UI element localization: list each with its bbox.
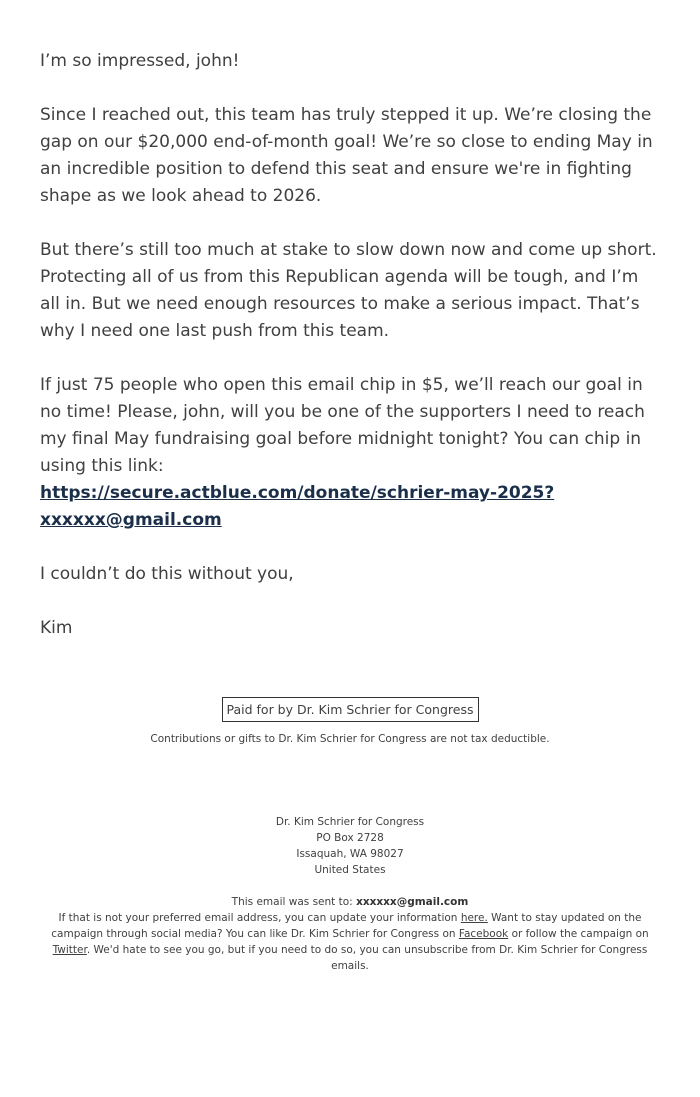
address-country: United States <box>314 864 386 876</box>
update-info-link[interactable]: here. <box>460 912 488 924</box>
sent-to-label: This email was sent to: <box>231 896 353 908</box>
mailing-address <box>0 814 700 878</box>
email-footer <box>0 697 700 974</box>
facebook-link[interactable]: Facebook <box>458 928 509 940</box>
signature: Kim <box>40 618 73 638</box>
paid-for-disclaimer: Paid for by Dr. Kim Schrier for Congress <box>222 697 479 722</box>
paragraph-1: Since I reached out, this team has truly stepped it up. We’re closing the gap on our $20,000 end-of-month goal! We’re so close to ending May in an incredible position to defend this seat and ensure we're in fighting shape as we look ahead to 2026. <box>40 105 653 206</box>
paragraph-3-text: If just 75 people who open this email chip in $5, we’ll reach our goal in no time! Please, john, will you be one of the supporters I need to reach my final May fundraising goal before midnight tonight? You can chip in using this link: <box>40 375 645 476</box>
donate-link-line-2[interactable]: xxxxxx@gmail.com <box>40 510 222 530</box>
address-po-box: PO Box 2728 <box>316 832 384 844</box>
tax-disclaimer: Contributions or gifts to Dr. Kim Schrier for Congress are not tax deductible. <box>150 733 550 745</box>
address-org: Dr. Kim Schrier for Congress <box>275 816 425 828</box>
prefs-text-4: . We'd hate to see you go, but if you need to do so, you can unsubscribe from Dr. Kim Schrier for Congress emails. <box>86 944 648 972</box>
closing: I couldn’t do this without you, <box>40 564 294 584</box>
preferences-text <box>40 910 660 974</box>
email-body <box>40 48 662 669</box>
address-city: Issaquah, WA 98027 <box>296 848 404 860</box>
prefs-text-3: or follow the campaign on <box>511 928 649 940</box>
twitter-link[interactable]: Twitter <box>52 944 87 956</box>
prefs-text-1: If that is not your preferred email address, you can update your information <box>58 912 458 924</box>
paragraph-3 <box>40 372 662 534</box>
donate-link-line-1[interactable]: https://secure.actblue.com/donate/schrier-may-2025? <box>40 483 555 503</box>
prefs-text-2: Want to stay updated on the campaign through social media? You can like Dr. Kim Schrier for Congress on <box>51 912 642 940</box>
paragraph-2: But there’s still too much at stake to slow down now and come up short. Protecting all of us from this Republican agenda will be tough, and I’m all in. But we need enough resources to make a serious impact. That’s why I need one last push from this team. <box>40 240 657 341</box>
donate-link[interactable] <box>40 480 662 534</box>
sent-to-email: xxxxxx@gmail.com <box>356 896 469 908</box>
sent-to-line <box>0 894 700 910</box>
greeting: I’m so impressed, john! <box>40 51 240 71</box>
